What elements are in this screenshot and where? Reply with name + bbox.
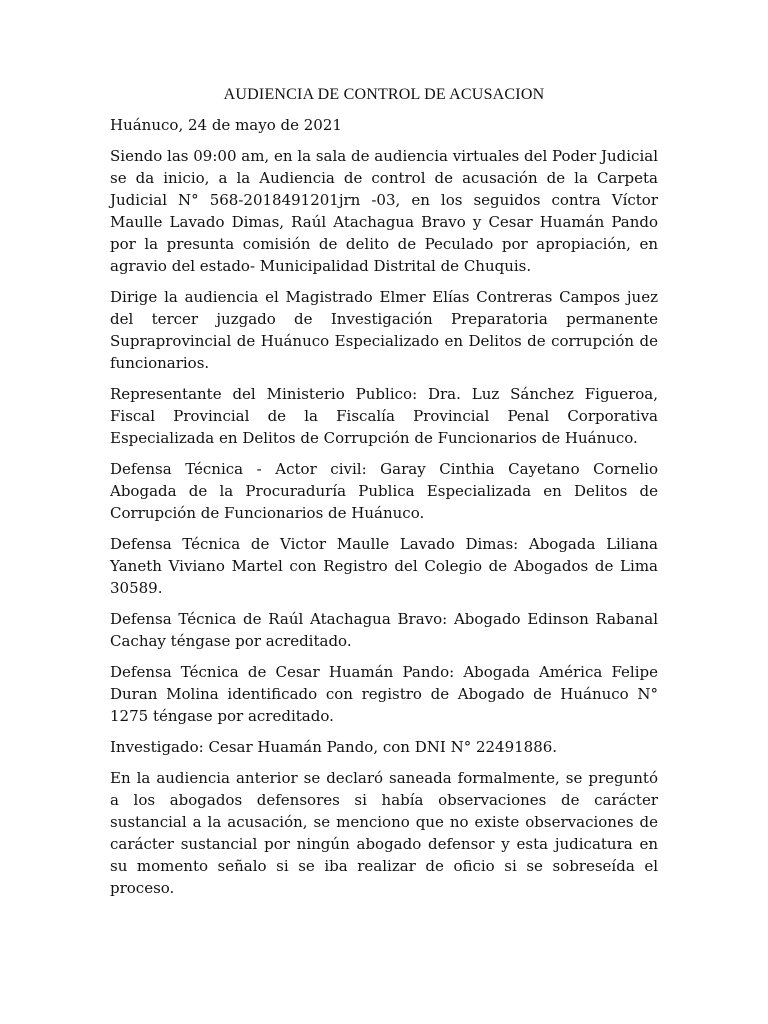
paragraph-previous-hearing: En la audiencia anterior se declaró saneada formalmente, se preguntó a los abogados defensores si había observaciones de carácter sustancial a la acusación, se menciono que no existe observaciones de carácter sustancial por ningún abogado defensor y esta judicatura en su momento señalo si se iba realizar de oficio si se sobreseída el proceso.: [110, 769, 658, 897]
paragraph-civil-actor-defense: Defensa Técnica - Actor civil: Garay Cinthia Cayetano Cornelio Abogada de la Procuraduría Publica Especializada en Delitos de Corrupción de Funcionarios de Huánuco.: [110, 460, 658, 522]
paragraph-defense-raul: Defensa Técnica de Raúl Atachagua Bravo: Abogado Edinson Rabanal Cachay téngase por acreditado.: [110, 610, 658, 650]
document-page: [110, 84, 658, 908]
paragraph-prosecutor: Representante del Ministerio Publico: Dra. Luz Sánchez Figueroa, Fiscal Provincial de la Fiscalía Provincial Penal Corporativa Especializada en Delitos de Corrupción de Funcionarios de Huánuco.: [110, 385, 658, 447]
paragraph-opening: Siendo las 09:00 am, en la sala de audiencia virtuales del Poder Judicial se da inicio, a la Audiencia de control de acusación de la Carpeta Judicial N° 568-2018491201jrn -03, en los seguidos contra Víctor Maulle Lavado Dimas, Raúl Atachagua Bravo y Cesar Huamán Pando por la presunta comisión de delito de Peculado por apropiación, en agravio del estado- Municipalidad Distrital de Chuquis.: [110, 147, 658, 275]
paragraph-defense-victor: Defensa Técnica de Victor Maulle Lavado Dimas: Abogada Liliana Yaneth Viviano Martel con Registro del Colegio de Abogados de Lima 30589.: [110, 535, 658, 597]
document-title: AUDIENCIA DE CONTROL DE ACUSACION: [223, 86, 545, 103]
paragraph-investigated: Investigado: Cesar Huamán Pando, con DNI N° 22491886.: [110, 738, 558, 756]
date-line: Huánuco, 24 de mayo de 2021: [110, 116, 342, 134]
paragraph-defense-cesar: Defensa Técnica de Cesar Huamán Pando: Abogada América Felipe Duran Molina identificado con registro de Abogado de Huánuco N° 1275 téngase por acreditado.: [110, 663, 658, 725]
paragraph-magistrate: Dirige la audiencia el Magistrado Elmer Elías Contreras Campos juez del tercer juzgado de Investigación Preparatoria permanente Supraprovincial de Huánuco Especializado en Delitos de corrupción de funcionarios.: [110, 288, 658, 372]
